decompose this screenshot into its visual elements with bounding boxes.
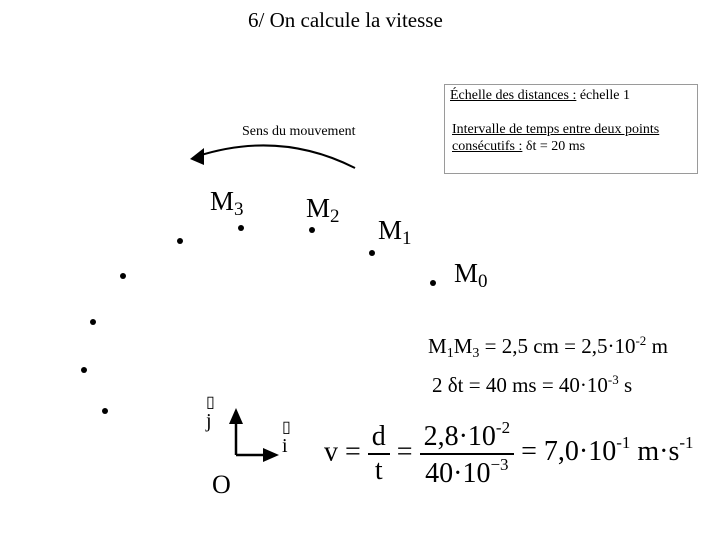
- i-vector-label: [282, 420, 291, 456]
- motion-direction-arrow: [198, 145, 355, 168]
- legend-interval-label-line1: Intervalle de temps entre deux points: [452, 122, 660, 137]
- symbolic-fraction: [368, 421, 390, 487]
- j-label: j: [206, 410, 212, 432]
- legend-interval-label-line2: consécutifs :: [452, 139, 523, 154]
- trajectory-point: [120, 273, 126, 279]
- point-m0: [430, 280, 436, 286]
- j-vector-label: [206, 395, 215, 431]
- label-m2: $M_2$: [306, 193, 340, 227]
- motion-direction-arrowhead: [190, 148, 204, 165]
- trajectory-point: [81, 367, 87, 373]
- velocity-unit: $m\cdot s^{-1}$: [637, 433, 694, 468]
- origin-label: O: [212, 470, 231, 499]
- j-axis-arrowhead: [229, 408, 243, 424]
- numeric-denominator: $40\cdot 10^{-3}$: [420, 453, 515, 490]
- label-m0: $M_0$: [454, 258, 488, 292]
- axes-frame: [229, 408, 279, 462]
- legend-interval-value: δt = 20 ms: [522, 139, 586, 154]
- symbolic-denominator: t: [368, 453, 390, 487]
- numeric-numerator: $2,8\cdot 10^{-2}$: [423, 418, 511, 452]
- numeric-fraction: [420, 418, 515, 490]
- j-vector-box-glyph: ▯: [206, 394, 215, 411]
- symbolic-numerator: d: [371, 421, 386, 452]
- legend-scale-label: Échelle des distances :: [450, 88, 577, 103]
- point-m1: [369, 250, 375, 256]
- label-m1: $M_1$: [378, 215, 412, 249]
- i-label: i: [282, 435, 288, 457]
- page-title: 6/ On calcule la vitesse: [248, 8, 443, 32]
- velocity-formula: v = $\frac{d}{t}$ = $\frac{2,8\cdot 10^{-2}}{40\cdot 10^{-3}}$ = $7,0\cdot 10^{-1}$ $m\cdot s^{-1}$: [324, 418, 694, 489]
- trajectory-points: [81, 225, 436, 414]
- label-m3: $M_3$: [210, 186, 244, 220]
- legend-scale-value: échelle 1: [576, 88, 630, 103]
- i-vector-box-glyph: ▯: [282, 419, 291, 436]
- velocity-v: v =: [324, 436, 361, 468]
- point-m3: [238, 225, 244, 231]
- i-axis-arrowhead: [263, 448, 279, 462]
- trajectory-point: [177, 238, 183, 244]
- time-equation: 2 δt = 40 ms = $40\cdot 10^{-3}$ s: [432, 372, 633, 397]
- trajectory-point: [102, 408, 108, 414]
- motion-direction-label: Sens du mouvement: [242, 124, 356, 139]
- distance-equation: $M_1M_3 = 2,5$ cm = $2,5\cdot 10^{-2}$ m: [428, 333, 668, 361]
- trajectory-point: [90, 319, 96, 325]
- velocity-result: = $7,0\cdot 10^{-1}$: [521, 433, 631, 468]
